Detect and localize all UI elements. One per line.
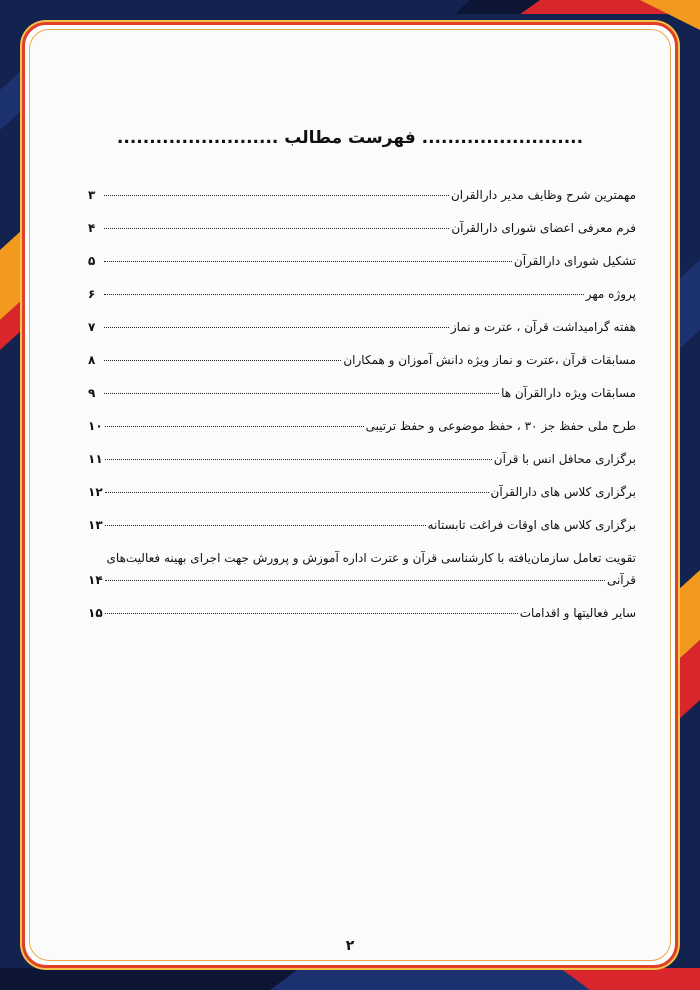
toc-entry-page: ۱۲ <box>88 485 103 499</box>
toc-leader-dots <box>105 426 364 427</box>
page-number: ۲ <box>345 938 355 954</box>
toc-entry[interactable] <box>88 606 636 628</box>
toc-entry[interactable] <box>88 254 636 276</box>
toc-entry-label: برگزاری کلاس های دارالقرآن <box>490 485 636 499</box>
toc-entry-line2 <box>88 573 636 595</box>
toc-entry-label: طرح ملی حفظ جز ۳۰ ، حفظ موضوعی و حفظ ترتیبی <box>365 419 636 433</box>
toc-entry-label-line1: تقویت تعامل سازمان‌یافته با کارشناسی قرآن و عترت اداره آموزش و پرورش جهت اجرای بهینه فعالیت‌های <box>106 551 636 565</box>
toc-title: ......................... فهرست مطالب ......................... <box>116 128 584 148</box>
toc-entry-label: برگزاری محافل انس با قرآن <box>493 452 636 466</box>
toc-entry-label: تشکیل شورای دارالقرآن <box>513 254 636 268</box>
toc-entry-page: ۱۳ <box>88 518 103 532</box>
toc-entry[interactable] <box>88 518 636 540</box>
toc-leader-dots <box>105 492 489 493</box>
toc-entry-label: پروژه مهر <box>585 287 636 301</box>
toc-entry[interactable] <box>88 452 636 474</box>
toc-leader-dots <box>105 459 492 460</box>
toc-entry-page: ۱۱ <box>88 452 103 466</box>
toc-entry[interactable] <box>88 386 636 408</box>
toc-leader-dots <box>104 294 584 295</box>
toc-entry-page: ۸ <box>88 353 96 367</box>
toc-entry-multiline[interactable] <box>88 551 636 595</box>
toc-leader-dots <box>104 261 512 262</box>
toc-entry-label: مهمترین شرح وظایف مدیر دارالقران <box>450 188 636 202</box>
toc-entry-page: ۶ <box>88 287 96 301</box>
toc-entry[interactable] <box>88 287 636 309</box>
toc-leader-dots <box>105 525 426 526</box>
toc-entry-label: برگزاری کلاس های اوقات فراغت تابستانه <box>427 518 636 532</box>
toc-entry-label: مسابقات ویژه دارالقرآن ها <box>501 386 636 400</box>
toc-leader-dots <box>104 360 341 361</box>
toc-entry-label: سایر فعالیتها و اقدامات <box>519 606 636 620</box>
toc-entry[interactable] <box>88 320 636 342</box>
toc-leader-dots <box>104 393 499 394</box>
toc-entry[interactable] <box>88 188 636 210</box>
toc-leader-dots <box>104 327 449 328</box>
toc-entry[interactable] <box>88 221 636 243</box>
toc-leader-dots <box>104 228 449 229</box>
toc-entry[interactable] <box>88 485 636 507</box>
table-of-contents <box>88 188 636 639</box>
toc-entry-label: مسابقات قرآن ،عترت و نماز ویژه دانش آموزان و همکاران <box>343 353 636 367</box>
toc-entry-page: ۹ <box>88 386 96 400</box>
toc-entry-page: ۱۴ <box>88 573 103 587</box>
toc-entry[interactable] <box>88 419 636 441</box>
toc-entry-label: فرم معرفی اعضای شورای دارالقرآن <box>451 221 636 235</box>
toc-entry-page: ۱۰ <box>88 419 103 433</box>
toc-entry-label: هفته گرامیداشت قرآن ، عترت و نماز <box>450 320 636 334</box>
toc-entry-page: ۵ <box>88 254 96 268</box>
toc-entry[interactable] <box>88 353 636 375</box>
toc-leader-dots <box>105 613 518 614</box>
toc-entry-page: ۱۵ <box>88 606 103 620</box>
toc-entry-label-line2: قرآنی <box>606 573 636 587</box>
toc-entry-page: ۷ <box>88 320 96 334</box>
toc-entry-page: ۳ <box>88 188 96 202</box>
toc-leader-dots <box>104 195 449 196</box>
toc-entry-page: ۴ <box>88 221 96 235</box>
toc-leader-dots <box>105 580 605 581</box>
